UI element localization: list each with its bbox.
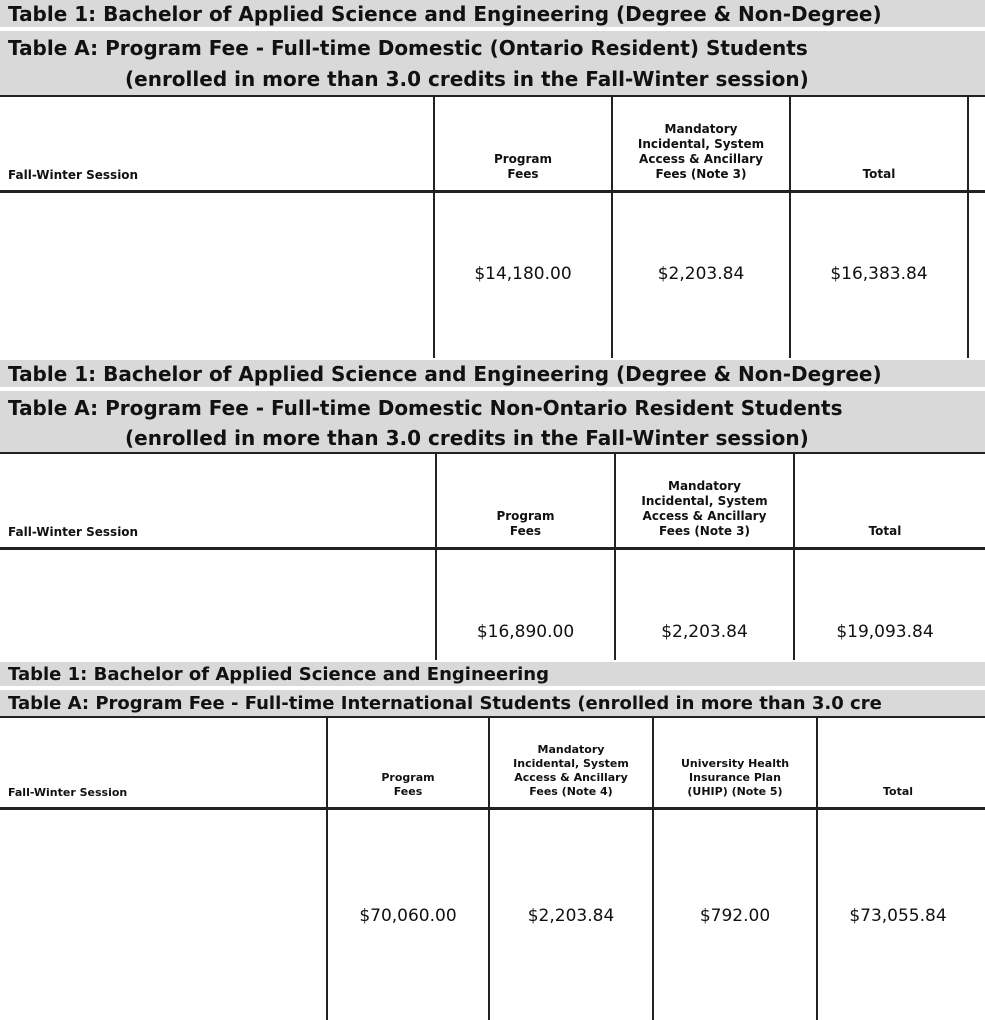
- header-uhip-line2: Insurance Plan: [689, 771, 781, 784]
- header-program-fees-line2: Fees: [507, 167, 539, 181]
- table-subtitle: Table A: Program Fee - Full-time International Students (enrolled in more than 3.0 cre: [8, 693, 882, 714]
- table-title-row: [0, 360, 985, 389]
- table-subtitle-row: [0, 690, 985, 718]
- column-header-row: [0, 718, 985, 810]
- uhip-fees-value: $792.00: [699, 906, 771, 926]
- total-value: $16,383.84: [830, 264, 928, 284]
- column-divider: [611, 97, 613, 358]
- header-fall-winter-session: Fall-Winter Session: [8, 168, 139, 182]
- header-program-fees-line1: Program: [496, 509, 555, 523]
- header-fall-winter-session: Fall-Winter Session: [8, 786, 128, 799]
- header-mandatory-line4: Fees (Note 3): [655, 167, 747, 181]
- header-program-fees-line1: Program: [493, 152, 553, 166]
- header-uhip-line3: (UHIP) (Note 5): [687, 785, 783, 798]
- header-mandatory-line2: Incidental, System: [637, 137, 765, 151]
- column-divider: [816, 718, 818, 1020]
- header-program-fees-line2: Fees: [509, 524, 542, 538]
- header-program-fees: [435, 152, 611, 182]
- program-fees-value: $70,060.00: [359, 906, 457, 926]
- header-mandatory-line2: Incidental, System: [641, 494, 768, 508]
- header-mandatory-line1: Mandatory: [664, 122, 738, 136]
- table-subtitle: Table A: Program Fee - Full-time Domestic (Ontario Resident) Students: [8, 36, 808, 60]
- header-program-fees-line1: Program: [381, 771, 435, 784]
- table-subtitle-row: [0, 31, 985, 97]
- table-title: Table 1: Bachelor of Applied Science and Engineering: [8, 664, 549, 685]
- header-program-fees: [328, 771, 488, 799]
- fee-table-ontario-resident: [0, 0, 985, 358]
- table-subtitle: Table A: Program Fee - Full-time Domestic Non-Ontario Resident Students: [8, 396, 843, 420]
- fee-table-international: [0, 662, 985, 1020]
- header-uhip: [654, 757, 816, 799]
- header-mandatory-line2: Incidental, System: [513, 757, 629, 770]
- column-divider: [433, 97, 435, 358]
- column-divider: [652, 718, 654, 1020]
- mandatory-fees-value: $2,203.84: [661, 622, 748, 642]
- header-mandatory-line4: Fees (Note 4): [529, 785, 613, 798]
- table-title: Table 1: Bachelor of Applied Science and Engineering (Degree & Non-Degree): [8, 362, 882, 386]
- total-value: $19,093.84: [836, 622, 934, 642]
- column-header-row: [0, 454, 985, 550]
- table-title-row: [0, 0, 985, 29]
- table-subtitle-note: (enrolled in more than 3.0 credits in the Fall-Winter session): [125, 67, 809, 91]
- header-fall-winter-session: Fall-Winter Session: [8, 525, 139, 539]
- program-fees-value: $16,890.00: [476, 622, 575, 642]
- header-mandatory-fees: [490, 743, 652, 799]
- fee-table-non-ontario-resident: [0, 360, 985, 660]
- mandatory-fees-value: $2,203.84: [527, 906, 615, 926]
- header-program-fees: [437, 509, 614, 539]
- header-mandatory-line3: Access & Ancillary: [514, 771, 628, 784]
- header-mandatory-line1: Mandatory: [537, 743, 605, 756]
- header-mandatory-line3: Access & Ancillary: [639, 152, 763, 166]
- total-value: $73,055.84: [849, 906, 947, 926]
- header-program-fees-line2: Fees: [393, 785, 423, 798]
- header-total: Total: [862, 167, 896, 181]
- table-subtitle-note: (enrolled in more than 3.0 credits in the Fall-Winter session): [125, 426, 809, 450]
- header-mandatory-fees: [616, 479, 793, 539]
- mandatory-fees-value: $2,203.84: [657, 264, 745, 284]
- table-subtitle-row: [0, 391, 985, 454]
- table-title: Table 1: Bachelor of Applied Science and Engineering (Degree & Non-Degree): [8, 2, 882, 26]
- header-mandatory-line3: Access & Ancillary: [642, 509, 767, 523]
- column-divider: [967, 97, 969, 358]
- header-uhip-line1: University Health: [680, 757, 790, 770]
- column-divider: [326, 718, 328, 1020]
- column-divider: [789, 97, 791, 358]
- program-fees-value: $14,180.00: [474, 264, 572, 284]
- header-mandatory-line1: Mandatory: [668, 479, 741, 493]
- column-header-row: [0, 97, 985, 193]
- column-divider: [488, 718, 490, 1020]
- table-title-row: [0, 662, 985, 688]
- header-total: Total: [868, 524, 902, 538]
- header-mandatory-fees: [613, 122, 789, 182]
- header-total: Total: [882, 785, 914, 798]
- header-mandatory-line4: Fees (Note 3): [659, 524, 750, 538]
